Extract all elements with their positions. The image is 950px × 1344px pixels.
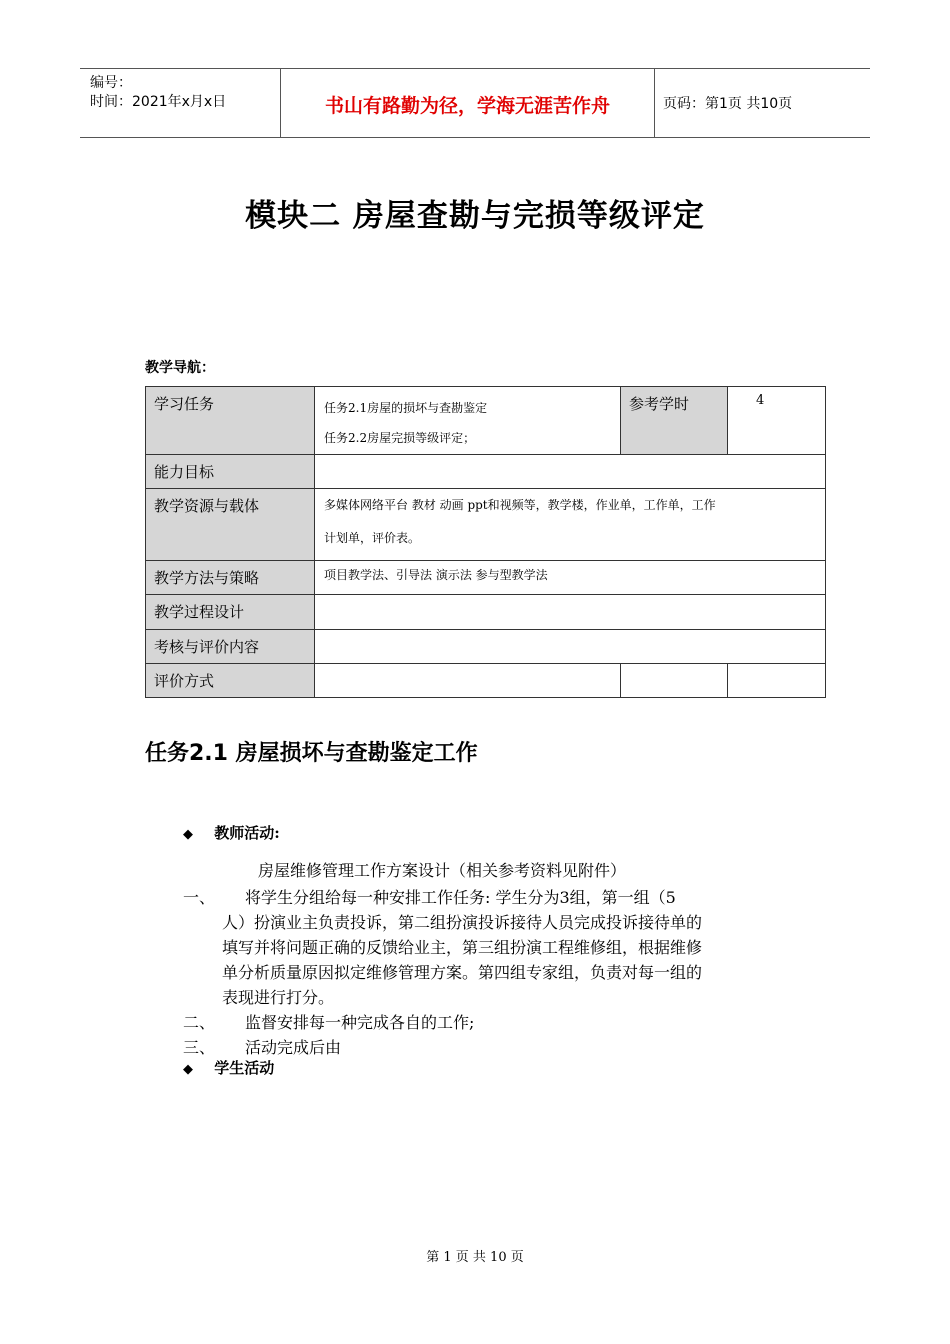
header-date-label: 时间：2021年x月x日 [90,94,227,110]
header-motto: 书山有路勤为径，学海无涯苦作舟 [324,95,610,117]
row-label-methods: 教学方法与策略 [146,561,315,595]
item-line: 填写并将问题正确的反馈给业主，第三组扮演工程维修组，根据维修 [222,938,703,957]
resources-content [315,489,826,561]
intro-line: 房屋维修管理工作方案设计（相关参考资料见附件） [258,861,627,880]
item-number: 二、 [183,1013,216,1032]
diamond-bullet-icon: ◆ [183,1062,193,1077]
item-line: 表现进行打分。 [222,988,335,1007]
hours-value: 4 [728,387,826,455]
row-label-process: 教学过程设计 [146,595,315,630]
task-content-cell [315,387,621,455]
document-title: 模块二 房屋查勘与完损等级评定 [245,198,705,234]
assessment-content [315,630,826,664]
table-row [146,664,826,698]
ability-content [315,455,826,489]
resources-line: 计划单，评价表。 [324,531,421,545]
teaching-nav-table [145,386,826,698]
table-row [146,595,826,630]
row-label-assessment: 考核与评价内容 [146,630,315,664]
header-number-label: 编号： [90,75,132,91]
item-line: 单分析质量原因拟定维修管理方案。第四组专家组，负责对每一组的 [222,963,703,982]
student-heading-text: 学生活动 [214,1059,275,1077]
methods-content: 项目教学法、引导法 演示法 参与型教学法 [315,561,826,595]
page-header [80,68,870,138]
item-line: 人）扮演业主负责投诉，第二组扮演投诉接待人员完成投诉接待单的 [222,913,703,932]
evaluation-cell [728,664,826,698]
evaluation-cell [621,664,728,698]
item-number: 三、 [183,1038,216,1057]
row-label-evaluation: 评价方式 [146,664,315,698]
teacher-heading-text: 教师活动: [214,824,280,842]
item-number: 一、 [183,888,216,907]
row-label-task: 学习任务 [146,387,315,455]
section-title: 任务2.1 房屋损坏与查勘鉴定工作 [145,741,478,766]
item-line: 将学生分组给每一种安排工作任务: 学生分为3组，第一组（5 [245,888,676,907]
table-row [146,455,826,489]
row-label-ability: 能力目标 [146,455,315,489]
item-line: 监督安排每一种完成各自的工作; [245,1013,475,1032]
task-line: 任务2.2房屋完损等级评定； [324,431,476,445]
diamond-bullet-icon: ◆ [183,827,193,842]
teacher-activity-heading [183,822,280,843]
teaching-nav-label: 教学导航： [145,360,215,376]
process-content [315,595,826,630]
header-page-info: 页码：第1页 共10页 [663,96,793,112]
table-row [146,630,826,664]
item-line: 活动完成后由 [245,1038,342,1057]
table-row [146,561,826,595]
table-row [146,387,826,455]
student-activity-heading [183,1057,274,1078]
task-line: 任务2.1房屋的损坏与查勘鉴定 [324,401,488,415]
header-meta [80,69,280,137]
resources-line: 多媒体网络平台 教材 动画 ppt和视频等，教学楼，作业单，工作单，工作 [324,498,716,512]
evaluation-content [315,664,621,698]
hours-label: 参考学时 [621,387,728,455]
table-row [146,489,826,561]
header-motto-cell [280,69,655,137]
page-footer: 第 1 页 共 10 页 [426,1250,524,1265]
row-label-resources: 教学资源与载体 [146,489,315,561]
